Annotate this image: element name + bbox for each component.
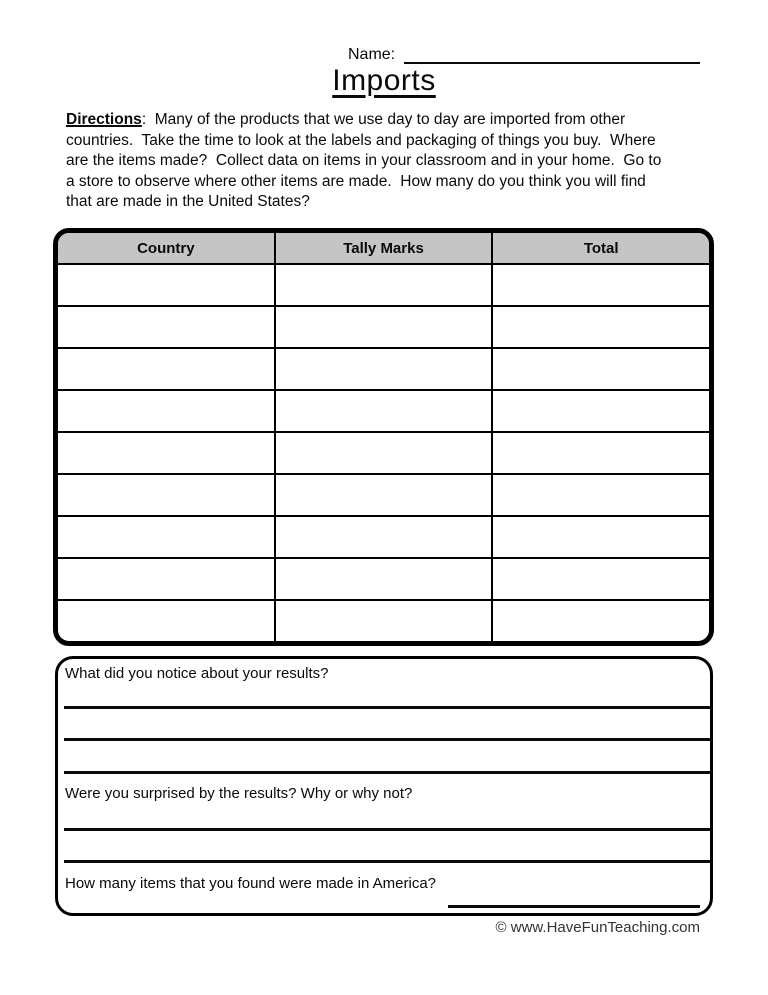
directions-line: a store to observe where other items are made. How many do you think you will find: [66, 172, 646, 190]
directions-paragraph: [66, 110, 726, 213]
table-cell-empty[interactable]: [58, 433, 276, 473]
column-header-total: Total: [583, 239, 619, 257]
table-cell-empty[interactable]: [276, 391, 494, 431]
question-1-label: What did you notice about your results?: [65, 665, 329, 682]
table-row: [58, 517, 709, 559]
table-cell-empty[interactable]: [493, 349, 709, 389]
answer-line[interactable]: [64, 828, 710, 831]
table-body: [58, 265, 709, 641]
table-row: [58, 307, 709, 349]
table-row: [58, 433, 709, 475]
directions-label: Directions: [66, 111, 142, 128]
table-cell-empty[interactable]: [493, 475, 709, 515]
answer-line[interactable]: [64, 738, 710, 741]
directions-line1-text: : Many of the products that we use day to day are imported from other: [141, 111, 626, 128]
directions-line: are the items made? Collect data on items in your classroom and in your home. Go to: [66, 152, 662, 170]
directions-line: that are made in the United States?: [66, 193, 310, 211]
table-cell-empty[interactable]: [58, 601, 276, 641]
table-cell-empty[interactable]: [493, 265, 709, 305]
column-header-country: Country: [58, 233, 276, 263]
question-2-label: Were you surprised by the results? Why or why not?: [65, 785, 413, 802]
table-row: [58, 559, 709, 601]
table-cell-empty[interactable]: [58, 265, 276, 305]
table-cell-empty[interactable]: [493, 433, 709, 473]
table-cell-empty[interactable]: [493, 517, 709, 557]
questions-box: [55, 656, 713, 916]
table-row: [58, 601, 709, 641]
table-cell-empty[interactable]: [58, 559, 276, 599]
table-cell-empty[interactable]: [276, 601, 494, 641]
table-cell-empty[interactable]: [493, 307, 709, 347]
table-cell-empty[interactable]: [276, 265, 494, 305]
answer-line[interactable]: [64, 860, 710, 863]
table-cell-empty[interactable]: [276, 349, 494, 389]
table-cell-empty[interactable]: [276, 433, 494, 473]
question-3-label: How many items that you found were made in America?: [65, 875, 437, 892]
table-cell-empty[interactable]: [493, 391, 709, 431]
table-row: [58, 265, 709, 307]
table-cell-empty[interactable]: [276, 307, 494, 347]
table-cell-empty[interactable]: [276, 517, 494, 557]
answer-line[interactable]: [64, 771, 710, 774]
footer-credit: © www.HaveFunTeaching.com: [495, 919, 700, 936]
table-cell-empty[interactable]: [58, 349, 276, 389]
table-cell-empty[interactable]: [58, 307, 276, 347]
table-header-row: [58, 233, 709, 265]
table-cell-empty[interactable]: [493, 559, 709, 599]
table-row: [58, 391, 709, 433]
answer-line[interactable]: [64, 706, 710, 709]
table-row: [58, 349, 709, 391]
column-header-tally-marks: Tally Marks: [276, 233, 494, 263]
directions-line: [66, 110, 726, 131]
table-cell-empty[interactable]: [58, 391, 276, 431]
imports-table: [53, 228, 714, 646]
table-cell-empty[interactable]: [276, 559, 494, 599]
answer-line[interactable]: [448, 905, 700, 908]
page-title: Imports: [332, 64, 436, 97]
table-cell-empty[interactable]: [276, 475, 494, 515]
table-row: [58, 475, 709, 517]
table-cell-empty[interactable]: [58, 517, 276, 557]
name-label: Name:: [348, 46, 396, 63]
table-cell-empty[interactable]: [58, 475, 276, 515]
directions-line: countries. Take the time to look at the labels and packaging of things you buy. Where: [66, 131, 656, 149]
table-cell-empty[interactable]: [493, 601, 709, 641]
